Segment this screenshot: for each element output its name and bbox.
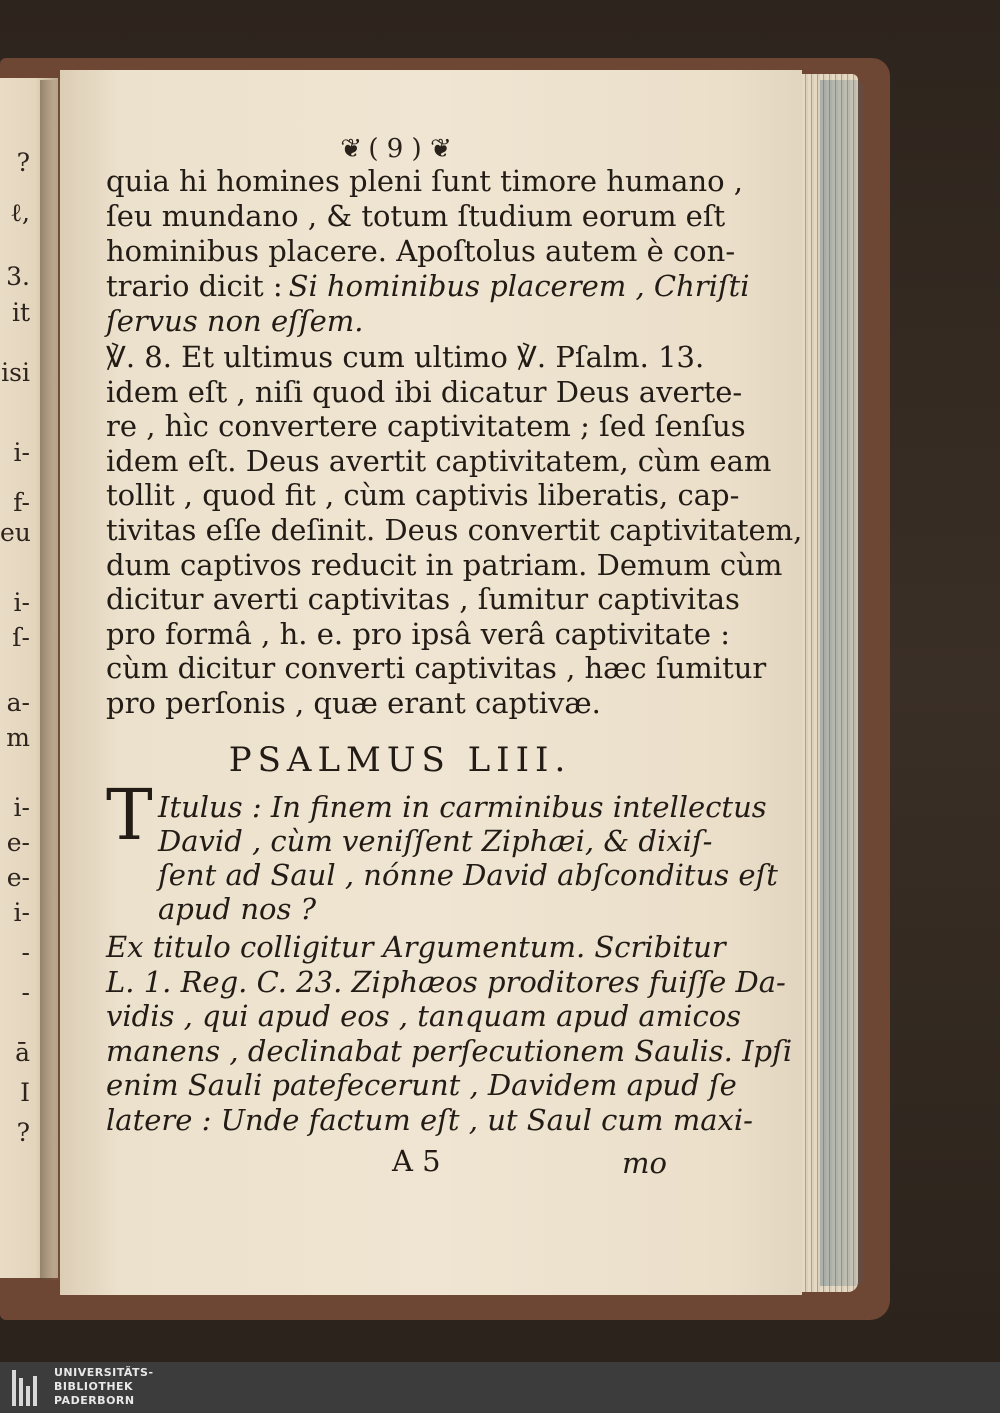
signature-mark: A 5: [392, 1144, 441, 1178]
left-fragment: -: [21, 938, 30, 967]
text-line: latere : Unde factum eſt , ut Saul cum maxi-: [106, 1102, 753, 1137]
left-fragment: e-: [6, 863, 30, 892]
text-line: trario dicit : Si hominibus placerem , Chriſti: [106, 269, 750, 303]
left-fragment: ā: [15, 1038, 30, 1067]
text-line: dicitur averti captivitas , ſumitur captivitas: [106, 582, 740, 617]
left-fragment: m: [6, 723, 30, 752]
text-line: ſent ad Saul , nónne David abſconditus eſt: [158, 858, 778, 892]
catchword: mo: [622, 1146, 667, 1180]
text-line: enim Sauli patefecerunt , Davidem apud ſe: [106, 1068, 737, 1102]
left-fragment: a-: [6, 688, 30, 717]
text-line: manens , declinabat perſecutionem Saulis. Ipſi: [106, 1033, 793, 1068]
text-line: vidis , qui apud eos , tanquam apud amicos: [106, 999, 742, 1033]
page-edges-shade: [820, 80, 864, 1286]
text-line: ſervus non eſſem.: [106, 304, 364, 338]
text-line: dum captivos reducit in patriam. Demum cùm: [106, 547, 783, 582]
text-line: tivitas eſſe deſinit. Deus convertit captivitatem,: [106, 513, 803, 547]
text-line: hominibus placere. Apoſtolus autem è con-: [106, 234, 736, 268]
left-fragment: i-: [13, 898, 30, 927]
text-line: pro perſonis , quæ erant captivæ.: [106, 686, 601, 720]
left-fragment: 3.: [6, 262, 30, 291]
left-fragment: isi: [1, 358, 30, 387]
left-fragment: ?: [16, 1118, 30, 1147]
text-line: idem eſt. Deus avertit captivitatem, cùm eam: [106, 443, 772, 478]
left-fragment: f-: [13, 488, 30, 517]
left-fragment: eu: [0, 518, 31, 547]
left-fragment: I: [20, 1078, 30, 1107]
text-line: Itulus : In finem in carminibus intellectus: [158, 790, 767, 824]
library-logo-icon: [12, 1370, 48, 1406]
left-fragment: ?: [16, 148, 30, 177]
left-fragment: ſ-: [12, 623, 30, 652]
psalm-heading: PSALMUS LIII.: [228, 740, 572, 780]
left-fragment: i-: [13, 793, 30, 822]
left-fragment: i-: [13, 438, 30, 467]
text-line: Ex titulo colligitur Argumentum. Scribitur: [106, 930, 726, 964]
text-line: ℣. 8. Et ultimus cum ultimo ℣. Pſalm. 13.: [106, 340, 705, 374]
library-name: UNIVERSITÄTS- BIBLIOTHEK PADERBORN: [54, 1366, 154, 1407]
text-line: quia hi homines pleni ſunt timore humano ,: [106, 164, 744, 198]
ornament-left-icon: ❦: [340, 134, 361, 164]
text-line: re , hìc convertere captivitatem ; ſed ſenſus: [106, 409, 746, 444]
text-line: idem eſt , niſi quod ibi dicatur Deus averte-: [106, 374, 743, 409]
left-fragment: it: [11, 298, 30, 327]
page-number: ( 9 ): [368, 134, 422, 164]
library-bar: [0, 1362, 1000, 1413]
text-line: cùm dicitur converti captivitas , hæc ſumitur: [106, 651, 767, 686]
ornament-right-icon: ❦: [429, 134, 450, 164]
left-fragment: i-: [13, 588, 30, 617]
page-header: [300, 134, 490, 164]
text-line: tollit , quod fit , cùm captivis liberatis, cap-: [106, 478, 740, 513]
drop-cap: T: [106, 774, 153, 856]
text-line: ſeu mundano , & totum ſtudium eorum eſt: [106, 199, 726, 233]
left-fragment: e-: [6, 828, 30, 857]
text-line: L. 1. Reg. C. 23. Ziphæos proditores fuiſſe Da-: [106, 964, 786, 999]
left-fragment: -: [21, 978, 30, 1007]
left-fragment: ℓ,: [10, 198, 30, 227]
text-line: David , cùm veniſſent Ziphæi, & dixiſ-: [158, 824, 713, 858]
text-line: pro formâ , h. e. pro ipsâ verâ captivitate :: [106, 616, 730, 651]
text-line: apud nos ?: [158, 892, 317, 926]
